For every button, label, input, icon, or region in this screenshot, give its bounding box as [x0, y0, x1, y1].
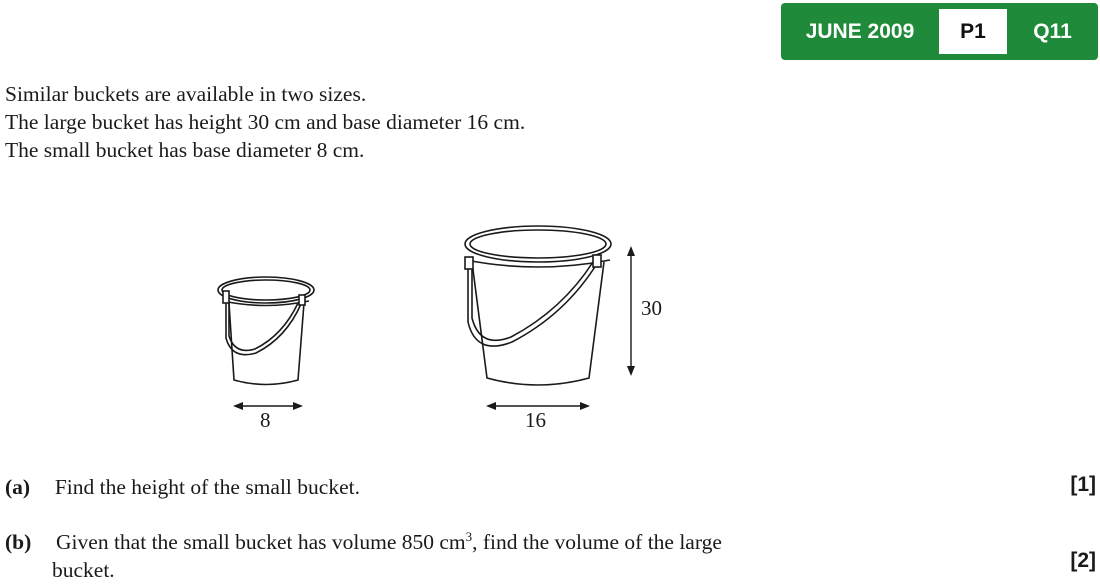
part-b-line-2: bucket.	[52, 558, 115, 582]
part-b-text-after: , find the volume of the large	[472, 530, 722, 554]
small-bucket	[218, 277, 314, 385]
intro-line-3: The small bucket has base diameter 8 cm.	[5, 138, 365, 162]
arrow-head-right-small	[293, 402, 303, 410]
part-a-letter: (a)	[5, 475, 31, 499]
question-number-label: Q11	[1033, 20, 1072, 43]
part-a-marks: [1]	[1070, 473, 1096, 496]
part-b-marks: [2]	[1070, 549, 1096, 572]
dimension-arrows	[233, 246, 635, 410]
arrow-head-left-small	[233, 402, 243, 410]
large-bucket	[465, 226, 611, 385]
arrow-head-right-large	[580, 402, 590, 410]
part-b-text-before: Given that the small bucket has volume 850 cm	[56, 530, 466, 554]
part-a	[5, 473, 360, 501]
intro-line-2: The large bucket has height 30 cm and base diameter 16 cm.	[5, 110, 526, 134]
part-b-letter: (b)	[5, 530, 32, 554]
part-a-text: Find the height of the small bucket.	[54, 475, 360, 499]
arrow-head-top-height	[627, 246, 635, 256]
small-bucket-diameter-label: 8	[260, 408, 271, 432]
arrow-head-left-large	[486, 402, 496, 410]
arrow-head-bottom-height	[627, 366, 635, 376]
exam-date-label: JUNE 2009	[805, 20, 915, 43]
large-bucket-height-label: 30	[641, 296, 662, 320]
paper-number-label: P1	[939, 9, 1007, 54]
part-b-superscript: 3	[465, 528, 473, 544]
part-b	[5, 528, 722, 556]
large-bucket-diameter-label: 16	[525, 408, 546, 432]
intro-line-1: Similar buckets are available in two sizes.	[5, 82, 367, 106]
